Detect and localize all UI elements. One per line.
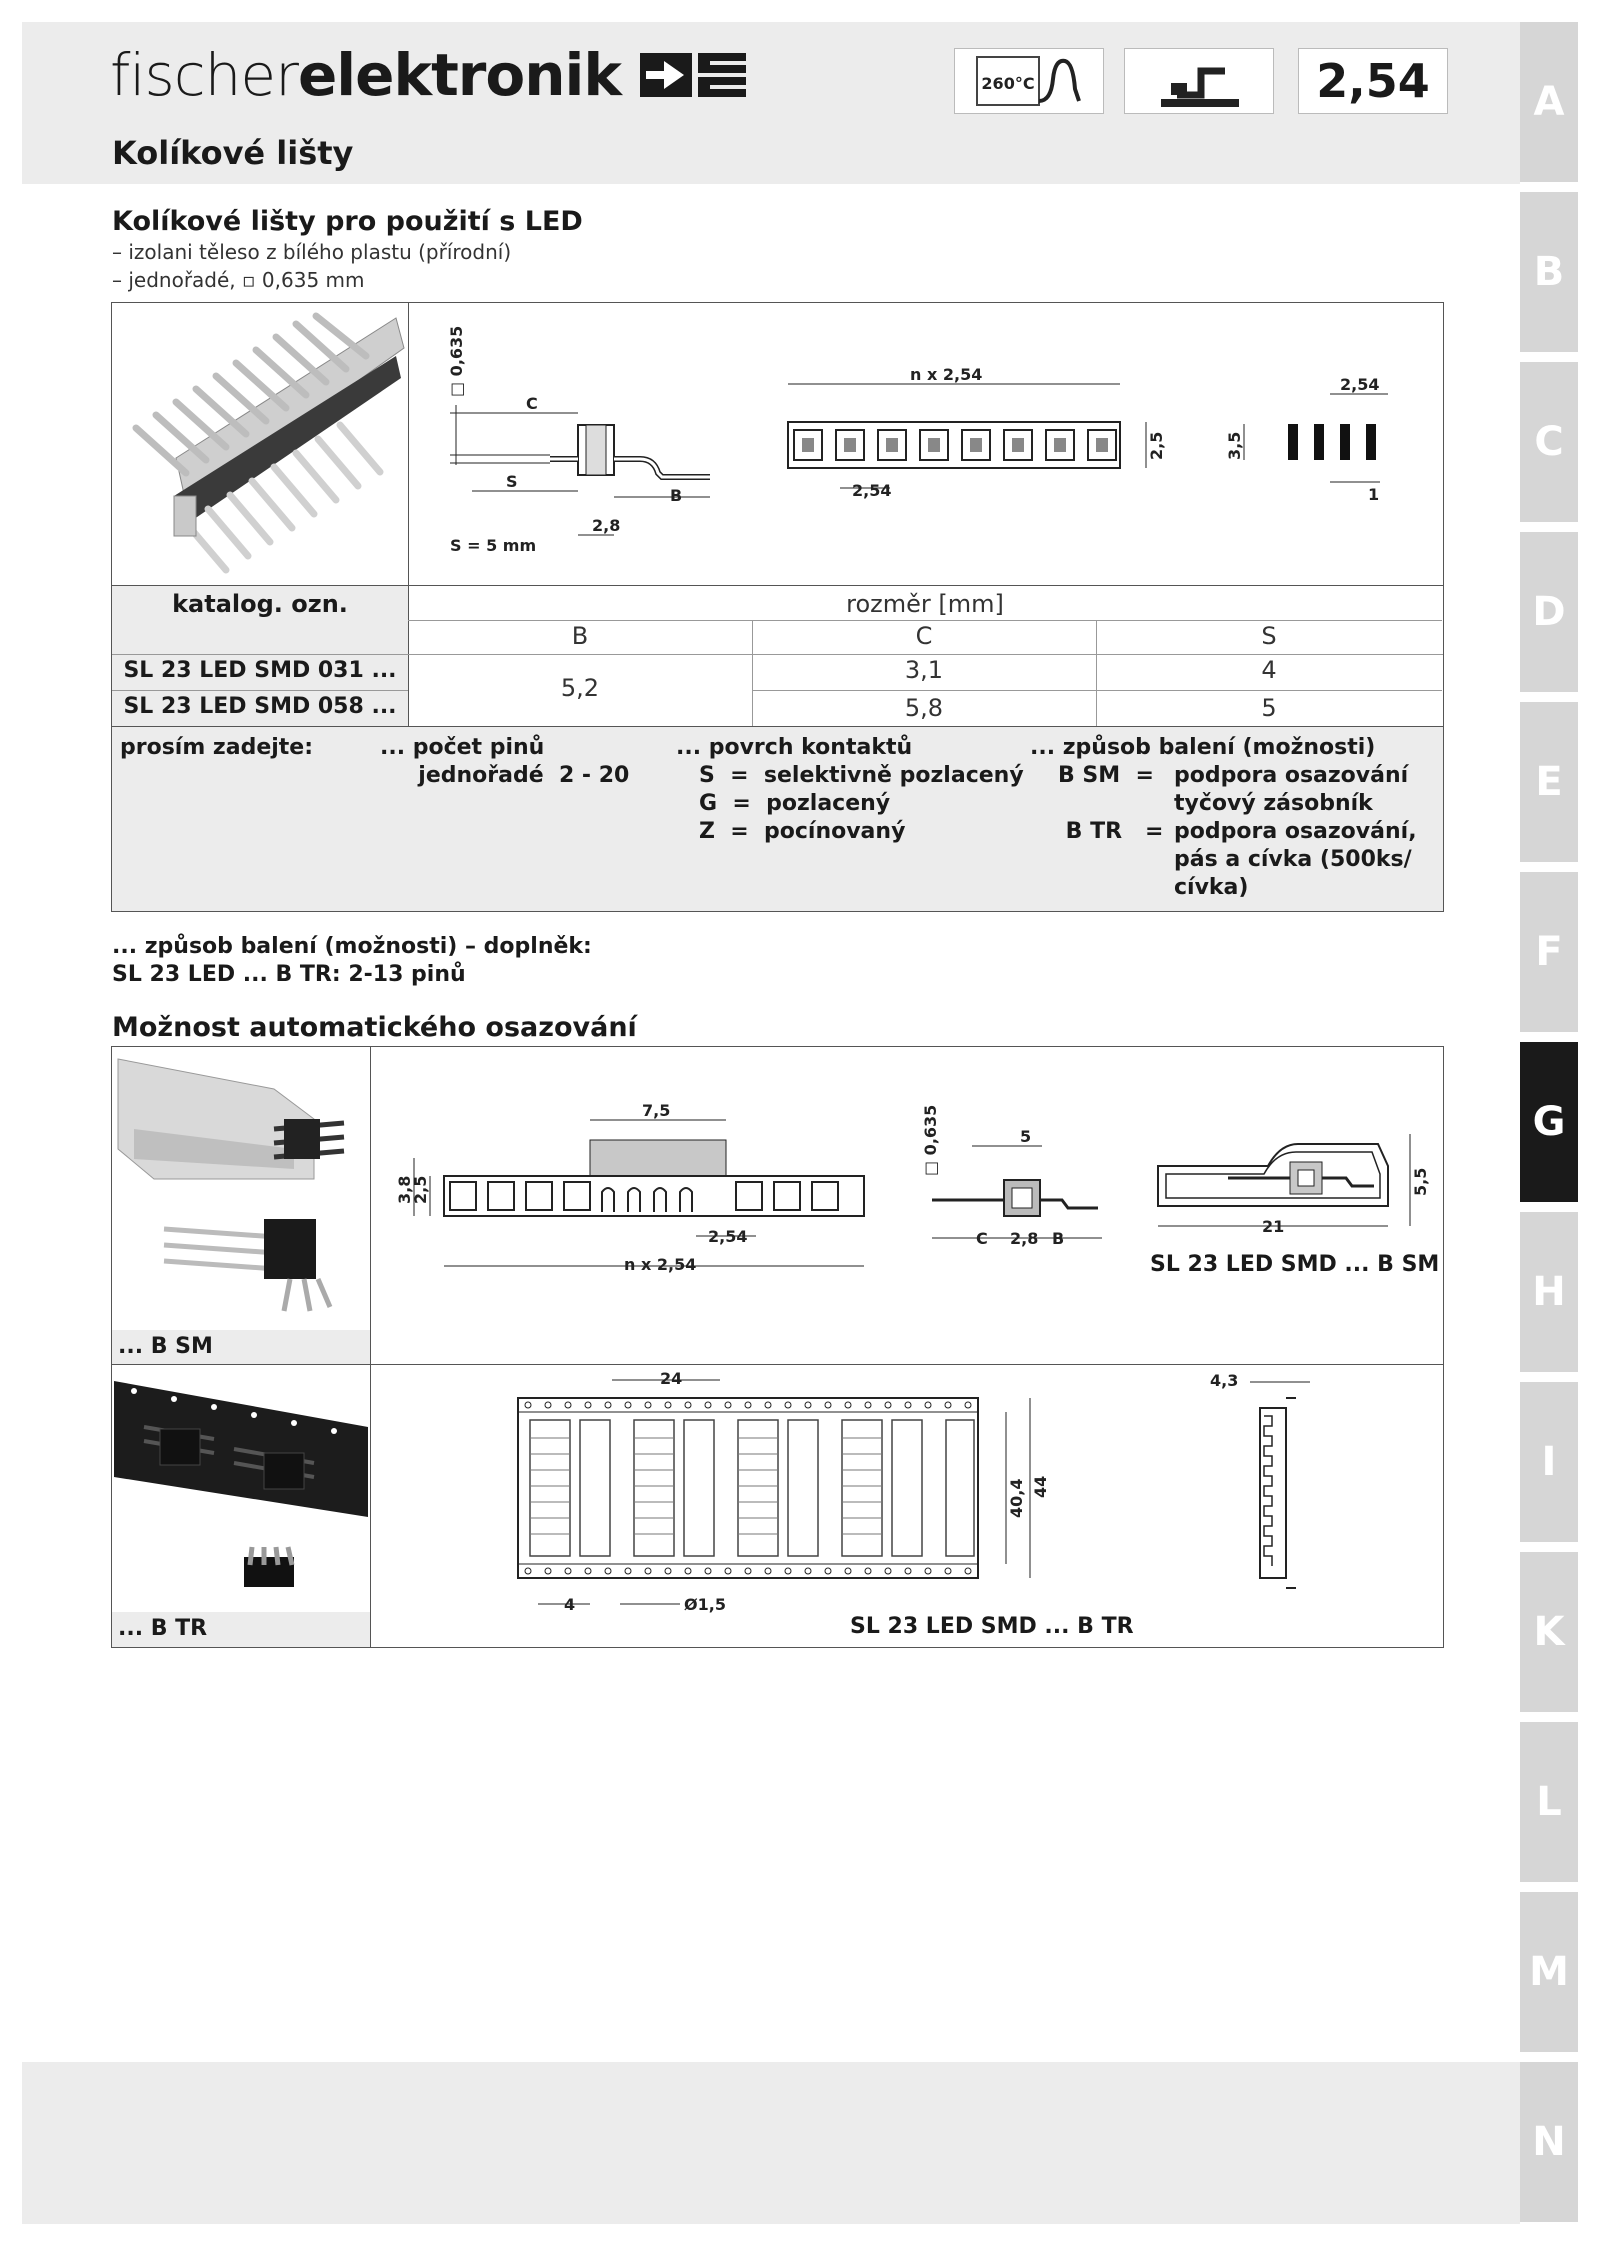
tab-n[interactable]: N	[1520, 2062, 1578, 2222]
row2-name: SL 23 LED SMD 058 ...	[123, 694, 397, 719]
dim-n-254: n x 2,54	[624, 1255, 697, 1274]
footer-band	[22, 2062, 1520, 2224]
dim-28: 2,8	[592, 516, 621, 535]
top-view-drawing	[780, 360, 1170, 510]
reflow-temperature-icon	[954, 48, 1104, 114]
dim-75: 7,5	[642, 1101, 671, 1120]
bsm-label: ... B SM	[118, 1334, 213, 1359]
b-shared-value: 5,2	[560, 674, 600, 702]
tab-i[interactable]: I	[1520, 1382, 1578, 1542]
tab-a[interactable]: A	[1520, 22, 1578, 182]
dim-25: 2,5	[411, 1175, 430, 1204]
btr-label: ... B TR	[118, 1616, 208, 1641]
tab-c[interactable]: C	[1520, 362, 1578, 522]
section2-title: Možnost automatického osazování	[112, 1012, 637, 1043]
dim-top-pitch: 2,54	[1340, 375, 1380, 394]
dim-b-bsm: B	[1052, 1229, 1065, 1248]
dim-21: 21	[1262, 1217, 1285, 1236]
dim-24: 24	[660, 1369, 683, 1388]
product-photo	[116, 308, 404, 580]
btr-photo	[114, 1367, 368, 1611]
order-packaging-vals: podpora osazování tyčový zásobník podpora osazování, pás a cívka (500ks/ cívka)	[1174, 763, 1417, 900]
dim-hole: Ø1,5	[684, 1595, 726, 1614]
side-view-drawing	[410, 305, 755, 583]
dim-s: S	[506, 472, 518, 491]
tab-h[interactable]: H	[1520, 1212, 1578, 1372]
s-value: S = 5 mm	[450, 536, 537, 555]
row2-s: 5	[1261, 694, 1277, 722]
dim-404: 40,4	[1007, 1478, 1026, 1518]
catalog-header: katalog. ozn.	[172, 590, 348, 618]
tab-g[interactable]: G	[1520, 1042, 1578, 1202]
tab-f[interactable]: F	[1520, 872, 1578, 1032]
order-pins: ... počet pinů jednořadé 2 - 20	[380, 735, 630, 788]
page-title: Kolíkové lišty	[112, 134, 354, 172]
col-s: S	[1261, 622, 1277, 650]
btr-tape-drawing	[500, 1368, 1060, 1618]
order-packaging-keys: B SM = B TR =	[1058, 763, 1164, 844]
btr-side-drawing	[1200, 1368, 1340, 1598]
tab-b[interactable]: B	[1520, 192, 1578, 352]
dim-44: 44	[1031, 1475, 1050, 1498]
note-btr-pins: SL 23 LED ... B TR: 2-13 pinů	[112, 962, 466, 987]
dim-35: 3,5	[1225, 431, 1244, 460]
dimension-header: rozměr [mm]	[846, 590, 1004, 618]
row1-c: 3,1	[904, 656, 944, 684]
temp-label: 260°C	[981, 74, 1035, 93]
pin-row-drawing	[1220, 370, 1400, 510]
tab-k[interactable]: K	[1520, 1552, 1578, 1712]
dim-5: 5	[1020, 1127, 1032, 1146]
brand-arrow-icon	[638, 49, 750, 101]
dim-height: 2,5	[1147, 431, 1166, 460]
pitch-badge: 2,54	[1298, 48, 1448, 114]
tab-d[interactable]: D	[1520, 532, 1578, 692]
dim-one: 1	[1368, 485, 1380, 504]
bsm-photo	[114, 1049, 368, 1329]
bsm-caption: SL 23 LED SMD ... B SM	[1150, 1252, 1440, 1277]
brand-part2: elektronik	[297, 41, 621, 109]
smd-mount-icon	[1124, 48, 1274, 114]
bullet-pin-size: – jednořadé, ▫ 0,635 mm	[112, 268, 365, 292]
dim-c: C	[526, 394, 538, 413]
section1-title: Kolíkové lišty pro použití s LED	[112, 206, 583, 237]
brand-logo	[110, 38, 750, 112]
bsm-sq-label: □ 0,635	[921, 1104, 940, 1176]
dim-4: 4	[564, 1595, 576, 1614]
dim-55: 5,5	[1411, 1167, 1430, 1196]
bsm-tube-top-drawing	[396, 1100, 876, 1280]
dim-38: 3,8	[395, 1175, 414, 1204]
order-label: prosím zadejte:	[120, 735, 314, 760]
dim-c-bsm: C	[976, 1229, 988, 1248]
order-packaging-head: ... způsob balení (možnosti)	[1030, 735, 1376, 760]
dim-28-bsm: 2,8	[1010, 1229, 1039, 1248]
col-b: B	[571, 622, 589, 650]
dim-b: B	[670, 486, 683, 505]
tab-m[interactable]: M	[1520, 1892, 1578, 2052]
pin-square-label: □ 0,635	[447, 325, 466, 397]
bsm-cross-section	[912, 1086, 1122, 1266]
col-c: C	[915, 622, 933, 650]
btr-caption: SL 23 LED SMD ... B TR	[850, 1614, 1134, 1639]
dim-n-pitch: n x 2,54	[910, 365, 983, 384]
dim-43: 4,3	[1210, 1371, 1239, 1390]
dim-pitch-bottom: 2,54	[852, 481, 892, 500]
row1-name: SL 23 LED SMD 031 ...	[123, 658, 397, 683]
row2-c: 5,8	[904, 694, 944, 722]
order-surface: ... povrch kontaktů S = selektivně pozlacený G = pozlacený Z = pocínovaný	[676, 735, 1024, 844]
tab-e[interactable]: E	[1520, 702, 1578, 862]
brand-part1: fischer	[110, 41, 298, 109]
note-packaging: ... způsob balení (možnosti) – doplněk:	[112, 934, 592, 959]
dim-254: 2,54	[708, 1227, 748, 1246]
bullet-insulator: – izolani těleso z bílého plastu (přírodní)	[112, 240, 512, 264]
row1-s: 4	[1261, 656, 1277, 684]
tab-l[interactable]: L	[1520, 1722, 1578, 1882]
